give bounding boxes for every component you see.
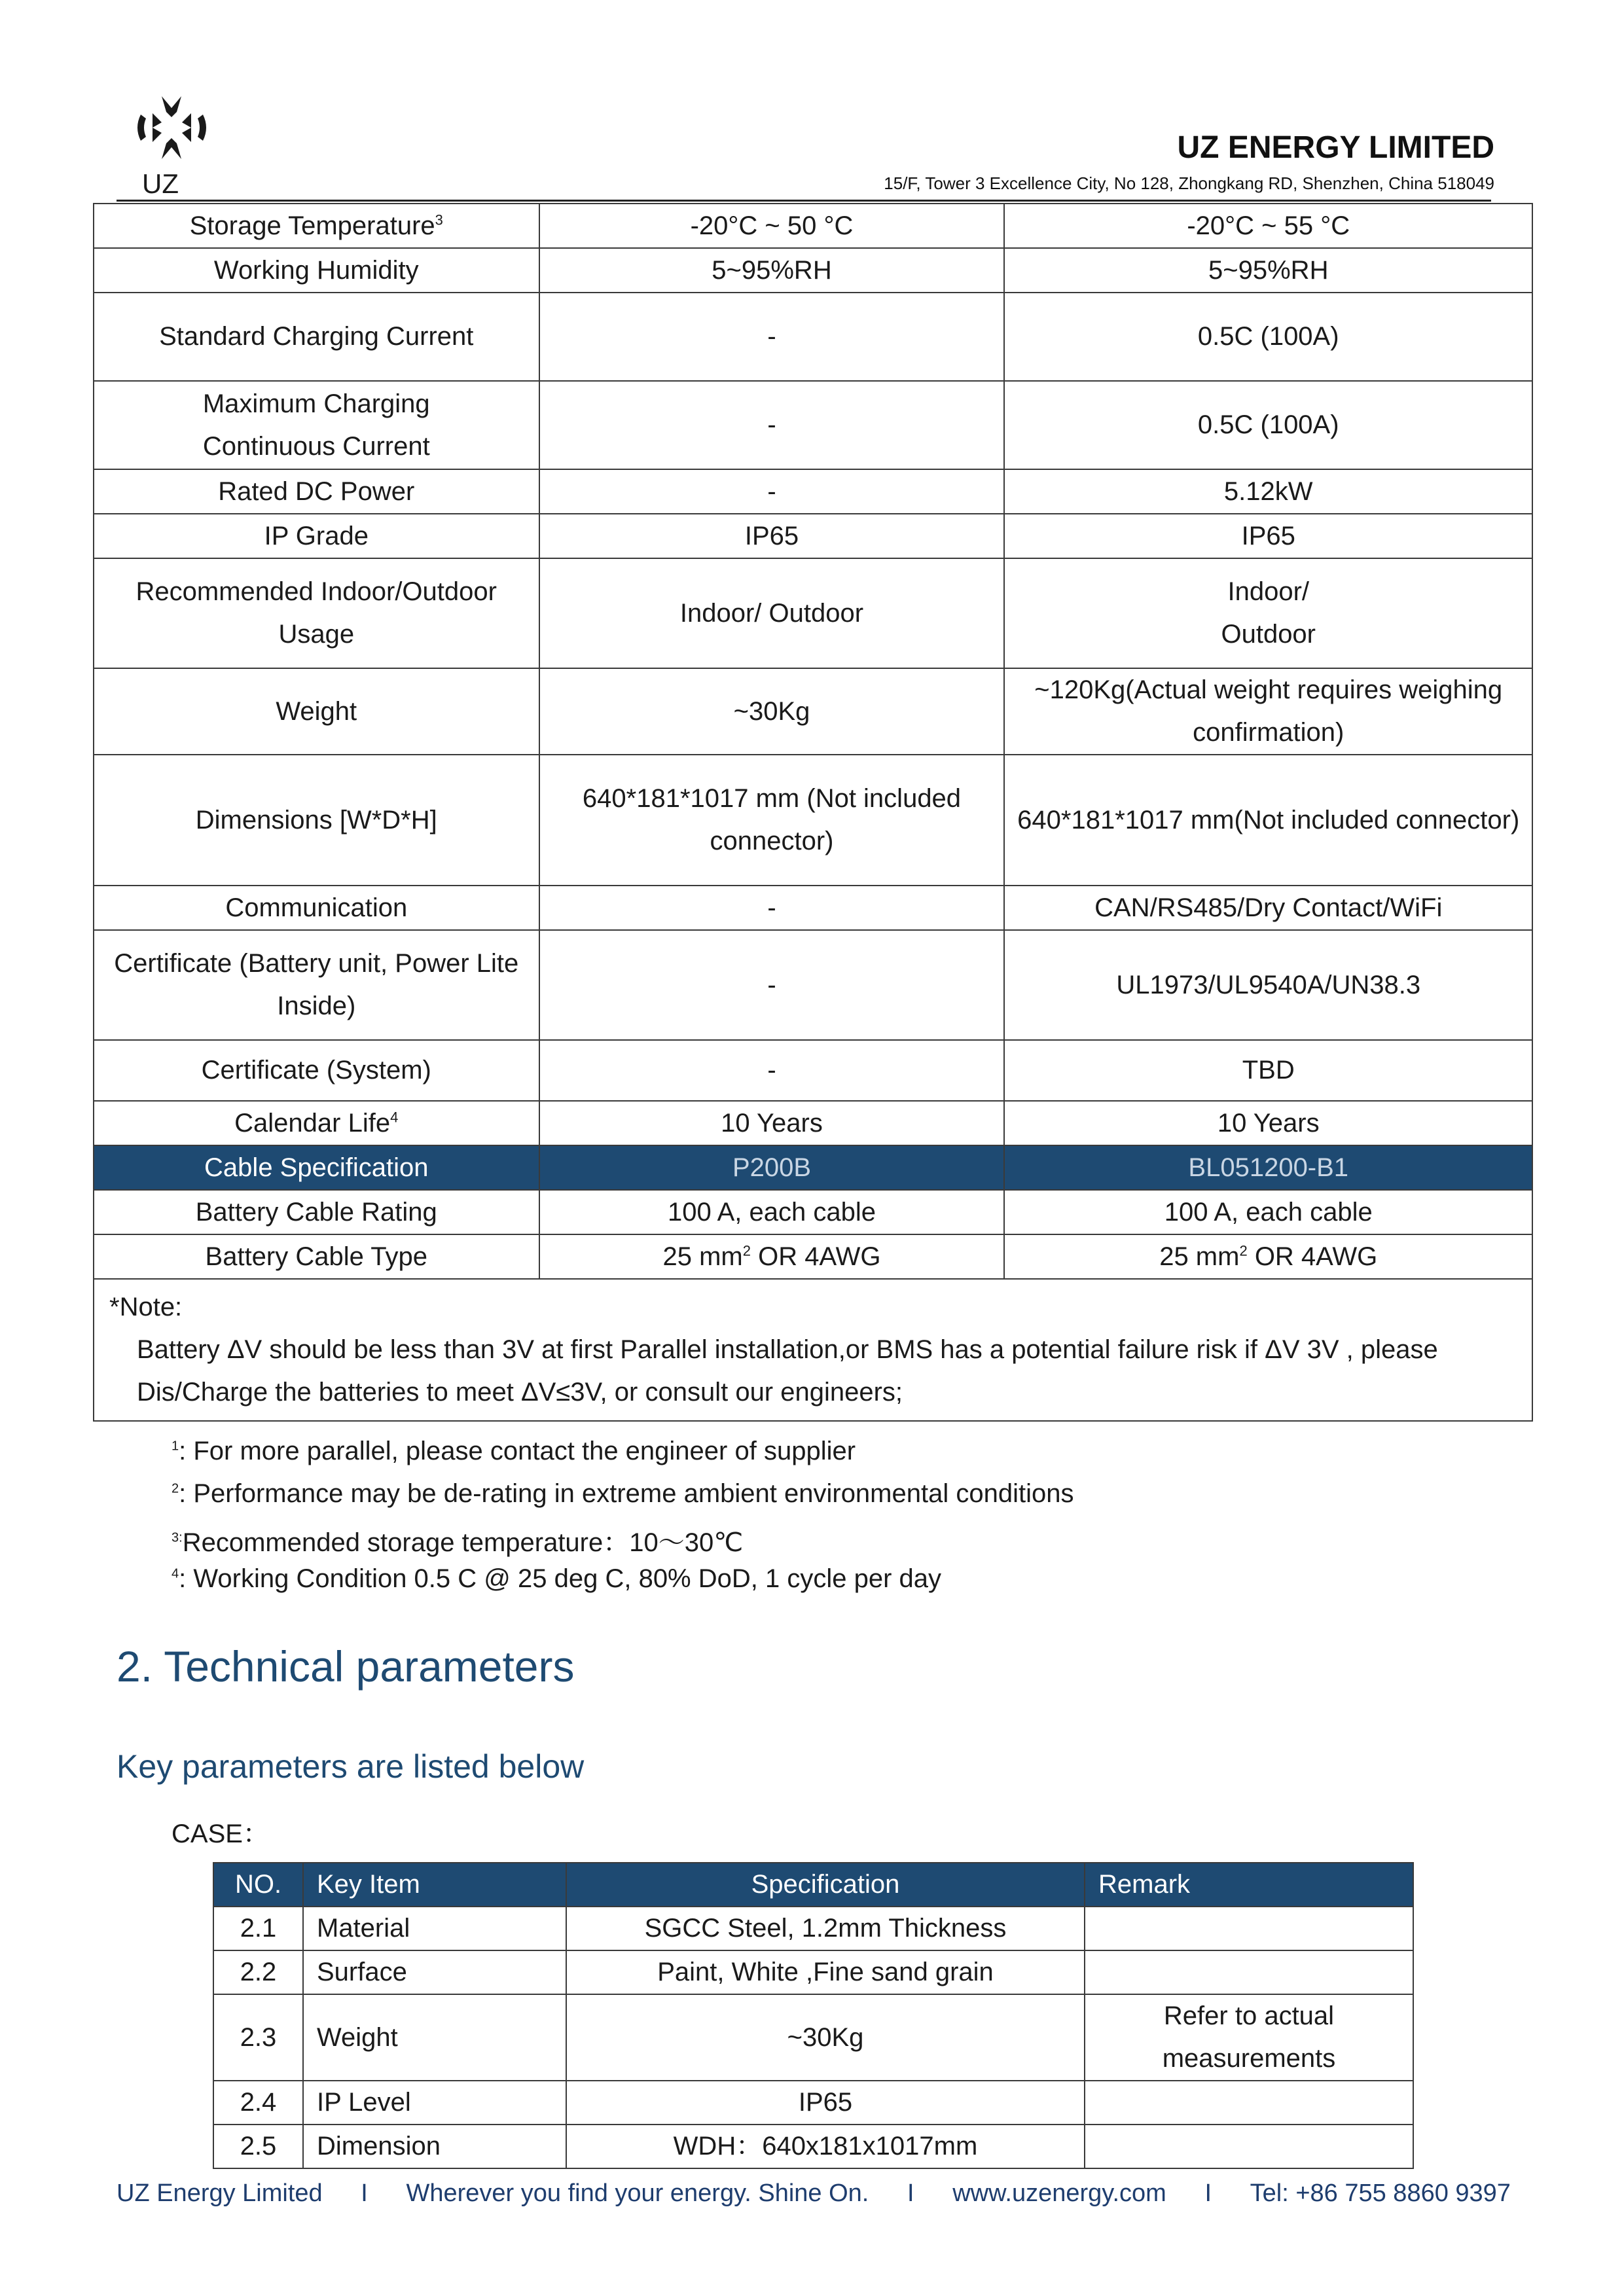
table-row-highlighted — [94, 1145, 1532, 1190]
cell-value: - — [539, 293, 1005, 381]
cell-value: Indoor/ Outdoor — [1004, 558, 1532, 668]
footer-separator: I — [907, 2179, 914, 2207]
table-row — [213, 1950, 1413, 1994]
cell-value: TBD — [1004, 1040, 1532, 1101]
company-logo — [128, 88, 216, 200]
row-item: Surface — [303, 1950, 566, 1994]
row-remark: Refer to actual measurements — [1085, 1994, 1413, 2081]
column-header: Remark — [1085, 1863, 1413, 1907]
cell-value: - — [539, 1040, 1005, 1101]
footnote: $^4$: Working Condition 0.5 C @ 25 deg C, 80% DoD, 1 cycle per day — [171, 1564, 942, 1593]
row-label: Cable Specification — [94, 1145, 539, 1190]
row-label: Storage Temperature$^3$ — [94, 204, 539, 248]
table-row — [94, 1190, 1532, 1234]
note-cell — [94, 1279, 1532, 1421]
header-divider — [117, 200, 1491, 202]
cell-value: - — [539, 381, 1005, 469]
cell-value: 25 $mm^2$ OR 4AWG — [539, 1234, 1005, 1279]
case-label: CASE： — [171, 1820, 269, 1848]
table-row — [94, 248, 1532, 293]
cell-value: Indoor/ Outdoor — [539, 558, 1005, 668]
row-label: Certificate (System) — [94, 1040, 539, 1101]
footnote: $^1$: For more parallel, please contact the engineer of supplier — [171, 1437, 856, 1465]
cell-value: - — [539, 930, 1005, 1040]
cell-value: P200B — [539, 1145, 1005, 1190]
footer-separator: I — [361, 2179, 368, 2207]
cell-value: 10 Years — [539, 1101, 1005, 1145]
cell-value: BL051200-B1 — [1004, 1145, 1532, 1190]
note-text: Battery ΔV should be less than 3V at first Parallel installation,or BMS has a potential failure risk if ΔV 3V , please Dis/Charge the batteries to meet ΔV≤3V, or consult our engineers; — [137, 1335, 1438, 1407]
cell-value: - — [539, 469, 1005, 514]
row-label: Certificate (Battery unit, Power Lite Inside) — [94, 930, 539, 1040]
table-row — [94, 1101, 1532, 1145]
cell-value: -20°C ~ 50 °C — [539, 204, 1005, 248]
cell-value: 640*181*1017 mm(Not included connector) — [1004, 755, 1532, 886]
row-number: 2.5 — [213, 2125, 303, 2168]
row-label: Rated DC Power — [94, 469, 539, 514]
row-remark — [1085, 2081, 1413, 2125]
table-row — [94, 1234, 1532, 1279]
table-row — [94, 558, 1532, 668]
row-item: IP Level — [303, 2081, 566, 2125]
table-row — [213, 2081, 1413, 2125]
row-item: Weight — [303, 1994, 566, 2081]
company-address: 15/F, Tower 3 Excellence City, No 128, Zhongkang RD, Shenzhen, China 518049 — [884, 173, 1494, 193]
row-remark — [1085, 2125, 1413, 2168]
section-title: 2. Technical parameters — [117, 1642, 575, 1691]
table-row — [94, 886, 1532, 930]
row-item: Dimension — [303, 2125, 566, 2168]
row-number: 2.4 — [213, 2081, 303, 2125]
cell-value: 100 A, each cable — [1004, 1190, 1532, 1234]
row-label: Recommended Indoor/Outdoor Usage — [94, 558, 539, 668]
cell-value: 5~95%RH — [539, 248, 1005, 293]
table-row — [94, 930, 1532, 1040]
table-row — [213, 2125, 1413, 2168]
cell-value: ~30Kg — [539, 668, 1005, 755]
table-row — [94, 668, 1532, 755]
row-number: 2.2 — [213, 1950, 303, 1994]
table-row — [94, 381, 1532, 469]
spec-table — [93, 203, 1533, 1422]
cell-value: 0.5C (100A) — [1004, 293, 1532, 381]
row-label: Maximum Charging Continuous Current — [94, 381, 539, 469]
table-row — [94, 514, 1532, 558]
column-header: Key Item — [303, 1863, 566, 1907]
page-footer — [117, 2179, 1511, 2208]
row-label: Communication — [94, 886, 539, 930]
row-spec: WDH：640x181x1017mm — [566, 2125, 1085, 2168]
row-spec: SGCC Steel, 1.2mm Thickness — [566, 1907, 1085, 1950]
cell-value: CAN/RS485/Dry Contact/WiFi — [1004, 886, 1532, 930]
cell-value: IP65 — [1004, 514, 1532, 558]
table-header-row — [213, 1863, 1413, 1907]
company-name: UZ ENERGY LIMITED — [1177, 130, 1494, 165]
row-label: Weight — [94, 668, 539, 755]
column-header: NO. — [213, 1863, 303, 1907]
svg-text:UZ: UZ — [142, 168, 179, 199]
footer-slogan: Wherever you find your energy. Shine On. — [406, 2179, 869, 2207]
row-label: Dimensions [W*D*H] — [94, 755, 539, 886]
cell-value: ~120Kg(Actual weight requires weighing confirmation) — [1004, 668, 1532, 755]
table-row — [94, 1040, 1532, 1101]
footer-phone: Tel: +86 755 8860 9397 — [1250, 2179, 1511, 2207]
cell-value: 100 A, each cable — [539, 1190, 1005, 1234]
row-spec: ~30Kg — [566, 1994, 1085, 2081]
table-row — [94, 293, 1532, 381]
footer-separator: I — [1204, 2179, 1212, 2207]
table-row — [213, 1994, 1413, 2081]
cell-value: -20°C ~ 55 °C — [1004, 204, 1532, 248]
footnote: $^2$: Performance may be de-rating in extreme ambient environmental conditions — [171, 1479, 1074, 1508]
row-number: 2.1 — [213, 1907, 303, 1950]
cell-value: 5~95%RH — [1004, 248, 1532, 293]
note-row — [94, 1279, 1532, 1421]
cell-value: 10 Years — [1004, 1101, 1532, 1145]
table-row — [94, 204, 1532, 248]
row-label: IP Grade — [94, 514, 539, 558]
note-title: *Note: — [109, 1293, 183, 1321]
row-label: Standard Charging Current — [94, 293, 539, 381]
table-row — [213, 1907, 1413, 1950]
row-remark — [1085, 1907, 1413, 1950]
row-label: Battery Cable Type — [94, 1234, 539, 1279]
footer-company: UZ Energy Limited — [117, 2179, 323, 2207]
column-header: Specification — [566, 1863, 1085, 1907]
cell-value: - — [539, 886, 1005, 930]
footer-website[interactable]: www.uzenergy.com — [952, 2179, 1166, 2207]
footnote: $^{3:}$Recommended storage temperature：10～30℃ — [171, 1528, 744, 1557]
cell-value: 640*181*1017 mm (Not included connector) — [539, 755, 1005, 886]
row-number: 2.3 — [213, 1994, 303, 2081]
cell-value: UL1973/UL9540A/UN38.3 — [1004, 930, 1532, 1040]
subsection-title: Key parameters are listed below — [117, 1748, 585, 1785]
row-label: Battery Cable Rating — [94, 1190, 539, 1234]
cell-value: IP65 — [539, 514, 1005, 558]
cell-value: 5.12kW — [1004, 469, 1532, 514]
table-row — [94, 469, 1532, 514]
row-label: Calendar Life$^4$ — [94, 1101, 539, 1145]
case-table — [213, 1862, 1414, 2169]
cell-value: 25 $mm^2$ OR 4AWG — [1004, 1234, 1532, 1279]
row-spec: Paint, White ,Fine sand grain — [566, 1950, 1085, 1994]
row-label: Working Humidity — [94, 248, 539, 293]
row-remark — [1085, 1950, 1413, 1994]
cell-value: 0.5C (100A) — [1004, 381, 1532, 469]
row-spec: IP65 — [566, 2081, 1085, 2125]
row-item: Material — [303, 1907, 566, 1950]
table-row — [94, 755, 1532, 886]
